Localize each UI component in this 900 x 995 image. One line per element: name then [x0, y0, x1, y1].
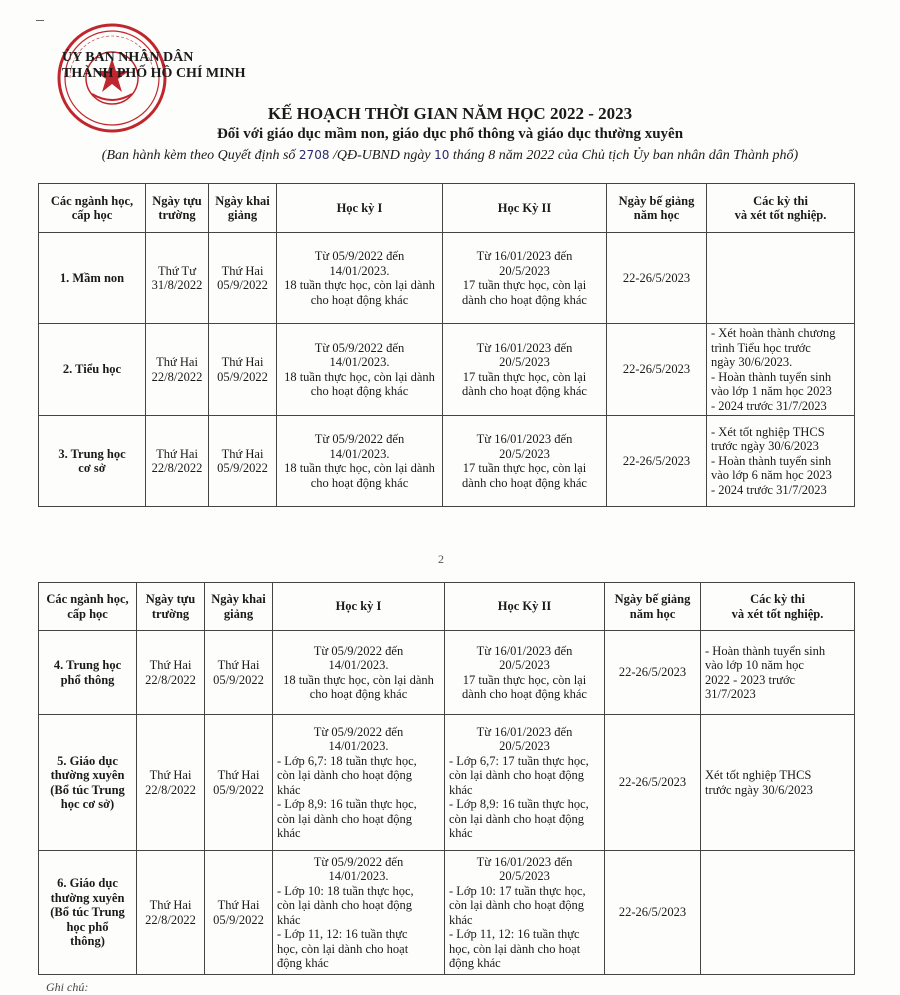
cell-semester-2: Từ 16/01/2023 đến 20/5/2023 17 tuần thực học, còn lại dành cho hoạt động khác	[443, 416, 607, 507]
schedule-table-page-1	[38, 183, 855, 507]
col-header-opening: Ngày khai giảng	[205, 583, 273, 631]
table-row	[39, 631, 855, 715]
semester-2-details: - Lớp 10: 17 tuần thực học, còn lại dành cho hoạt động khác - Lớp 11, 12: 16 tuần thực học, còn lại dành cho hoạt động khác	[449, 883, 586, 970]
cell-arrival: Thứ Hai 22/8/2022	[137, 851, 205, 975]
cell-semester-1	[273, 715, 445, 851]
cell-arrival: Thứ Hai 22/8/2022	[146, 324, 209, 416]
table-row	[39, 416, 855, 507]
cell-closing: 22-26/5/2023	[605, 851, 701, 975]
table-row	[39, 233, 855, 324]
cell-exams: - Xét tốt nghiệp THCS trước ngày 30/6/2023 - Hoàn thành tuyển sinh vào lớp 6 năm học 2023 - 2024 trước 31/7/2023	[707, 416, 855, 507]
cell-arrival: Thứ Hai 22/8/2022	[137, 631, 205, 715]
cell-semester-2: Từ 16/01/2023 đến 20/5/2023 17 tuần thực học, còn lại dành cho hoạt động khác	[443, 324, 607, 416]
cell-semester-2: Từ 16/01/2023 đến 20/5/2023 17 tuần thực học, còn lại dành cho hoạt động khác	[445, 631, 605, 715]
cell-closing: 22-26/5/2023	[607, 416, 707, 507]
cell-semester-2	[445, 851, 605, 975]
cell-level: 5. Giáo dục thường xuyên (Bổ túc Trung học cơ sở)	[39, 715, 137, 851]
cell-arrival: Thứ Hai 22/8/2022	[146, 416, 209, 507]
agency-line-2: THÀNH PHỐ HỒ CHÍ MINH	[62, 66, 246, 81]
cell-semester-1	[273, 851, 445, 975]
cell-opening: Thứ Hai 05/9/2022	[205, 851, 273, 975]
cell-opening: Thứ Hai 05/9/2022	[205, 631, 273, 715]
col-header-exams: Các kỳ thi và xét tốt nghiệp.	[707, 184, 855, 233]
cell-closing: 22-26/5/2023	[607, 324, 707, 416]
cell-semester-2	[445, 715, 605, 851]
cell-arrival: Thứ Tư 31/8/2022	[146, 233, 209, 324]
cell-closing: 22-26/5/2023	[607, 233, 707, 324]
col-header-semester-1: Học kỳ I	[273, 583, 445, 631]
col-header-arrival: Ngày tựu trường	[137, 583, 205, 631]
table-row	[39, 324, 855, 416]
table-row	[39, 851, 855, 975]
cell-opening: Thứ Hai 05/9/2022	[205, 715, 273, 851]
cell-level: 4. Trung học phổ thông	[39, 631, 137, 715]
semester-2-dates: Từ 16/01/2023 đến 20/5/2023	[476, 724, 573, 753]
decree-number-handwritten: 2708	[298, 148, 330, 162]
agency-line-1: ỦY BAN NHÂN DÂN	[62, 50, 194, 65]
document-title: KẾ HOẠCH THỜI GIAN NĂM HỌC 2022 - 2023	[267, 104, 633, 123]
scan-mark	[36, 20, 44, 21]
col-header-semester-1: Học kỳ I	[277, 184, 443, 233]
col-header-closing: Ngày bế giảng năm học	[605, 583, 701, 631]
table-row	[39, 715, 855, 851]
cell-semester-1: Từ 05/9/2022 đến 14/01/2023. 18 tuần thực học, còn lại dành cho hoạt động khác	[277, 233, 443, 324]
decree-middle: /QĐ-UBND ngày	[332, 148, 431, 163]
cell-exams	[707, 233, 855, 324]
decree-reference	[0, 148, 900, 164]
decree-prefix: (Ban hành kèm theo Quyết định số	[101, 148, 296, 163]
col-header-arrival: Ngày tựu trường	[146, 184, 209, 233]
table-header-row	[39, 583, 855, 631]
page-number: 2	[438, 552, 444, 566]
col-header-exams: Các kỳ thi và xét tốt nghiệp.	[701, 583, 855, 631]
cell-semester-1: Từ 05/9/2022 đến 14/01/2023. 18 tuần thực học, còn lại dành cho hoạt động khác	[277, 416, 443, 507]
cell-semester-2: Từ 16/01/2023 đến 20/5/2023 17 tuần thực học, còn lại dành cho hoạt động khác	[443, 233, 607, 324]
cell-opening: Thứ Hai 05/9/2022	[209, 416, 277, 507]
semester-1-dates: Từ 05/9/2022 đến 14/01/2023.	[313, 724, 404, 753]
cell-exams: Xét tốt nghiệp THCS trước ngày 30/6/2023	[701, 715, 855, 851]
semester-1-details: - Lớp 6,7: 18 tuần thực học, còn lại dành cho hoạt động khác - Lớp 8,9: 16 tuần thực học, còn lại dành cho hoạt động khác	[277, 753, 417, 840]
footer-note: Ghi chú:	[46, 980, 89, 994]
cell-opening: Thứ Hai 05/9/2022	[209, 324, 277, 416]
cell-level: 6. Giáo dục thường xuyên (Bổ túc Trung học phổ thông)	[39, 851, 137, 975]
semester-2-dates: Từ 16/01/2023 đến 20/5/2023	[476, 854, 573, 883]
cell-arrival: Thứ Hai 22/8/2022	[137, 715, 205, 851]
decree-suffix: tháng 8 năm 2022 của Chủ tịch Ủy ban nhân dân Thành phố)	[452, 148, 799, 163]
col-header-level: Các ngành học, cấp học	[39, 184, 146, 233]
cell-closing: 22-26/5/2023	[605, 715, 701, 851]
decree-day-handwritten: 10	[434, 148, 450, 162]
cell-exams: - Xét hoàn thành chương trình Tiểu học trước ngày 30/6/2023. - Hoàn thành tuyển sinh vào lớp 1 năm học 2023 - 2024 trước 31/7/2023	[707, 324, 855, 416]
cell-exams	[701, 851, 855, 975]
cell-level: 3. Trung học cơ sở	[39, 416, 146, 507]
cell-level: 2. Tiểu học	[39, 324, 146, 416]
col-header-opening: Ngày khai giảng	[209, 184, 277, 233]
schedule-table-page-2	[38, 582, 855, 975]
table-header-row	[39, 184, 855, 233]
cell-semester-1: Từ 05/9/2022 đến 14/01/2023. 18 tuần thực học, còn lại dành cho hoạt động khác	[277, 324, 443, 416]
cell-semester-1: Từ 05/9/2022 đến 14/01/2023. 18 tuần thực học, còn lại dành cho hoạt động khác	[273, 631, 445, 715]
cell-opening: Thứ Hai 05/9/2022	[209, 233, 277, 324]
semester-2-details: - Lớp 6,7: 17 tuần thực học, còn lại dành cho hoạt động khác - Lớp 8,9: 16 tuần thực học, còn lại dành cho hoạt động khác	[449, 753, 589, 840]
document-subtitle: Đối với giáo dục mầm non, giáo dục phổ thông và giáo dục thường xuyên	[216, 126, 684, 142]
issuing-agency	[62, 50, 246, 82]
col-header-semester-2: Học Kỳ II	[445, 583, 605, 631]
semester-1-dates: Từ 05/9/2022 đến 14/01/2023.	[313, 854, 404, 883]
semester-1-details: - Lớp 10: 18 tuần thực học, còn lại dành cho hoạt động khác - Lớp 11, 12: 16 tuần thực học, còn lại dành cho hoạt động khác	[277, 883, 414, 970]
col-header-level: Các ngành học, cấp học	[39, 583, 137, 631]
cell-level: 1. Mầm non	[39, 233, 146, 324]
cell-exams: - Hoàn thành tuyển sinh vào lớp 10 năm học 2022 - 2023 trước 31/7/2023	[701, 631, 855, 715]
col-header-closing: Ngày bế giảng năm học	[607, 184, 707, 233]
cell-closing: 22-26/5/2023	[605, 631, 701, 715]
col-header-semester-2: Học Kỳ II	[443, 184, 607, 233]
